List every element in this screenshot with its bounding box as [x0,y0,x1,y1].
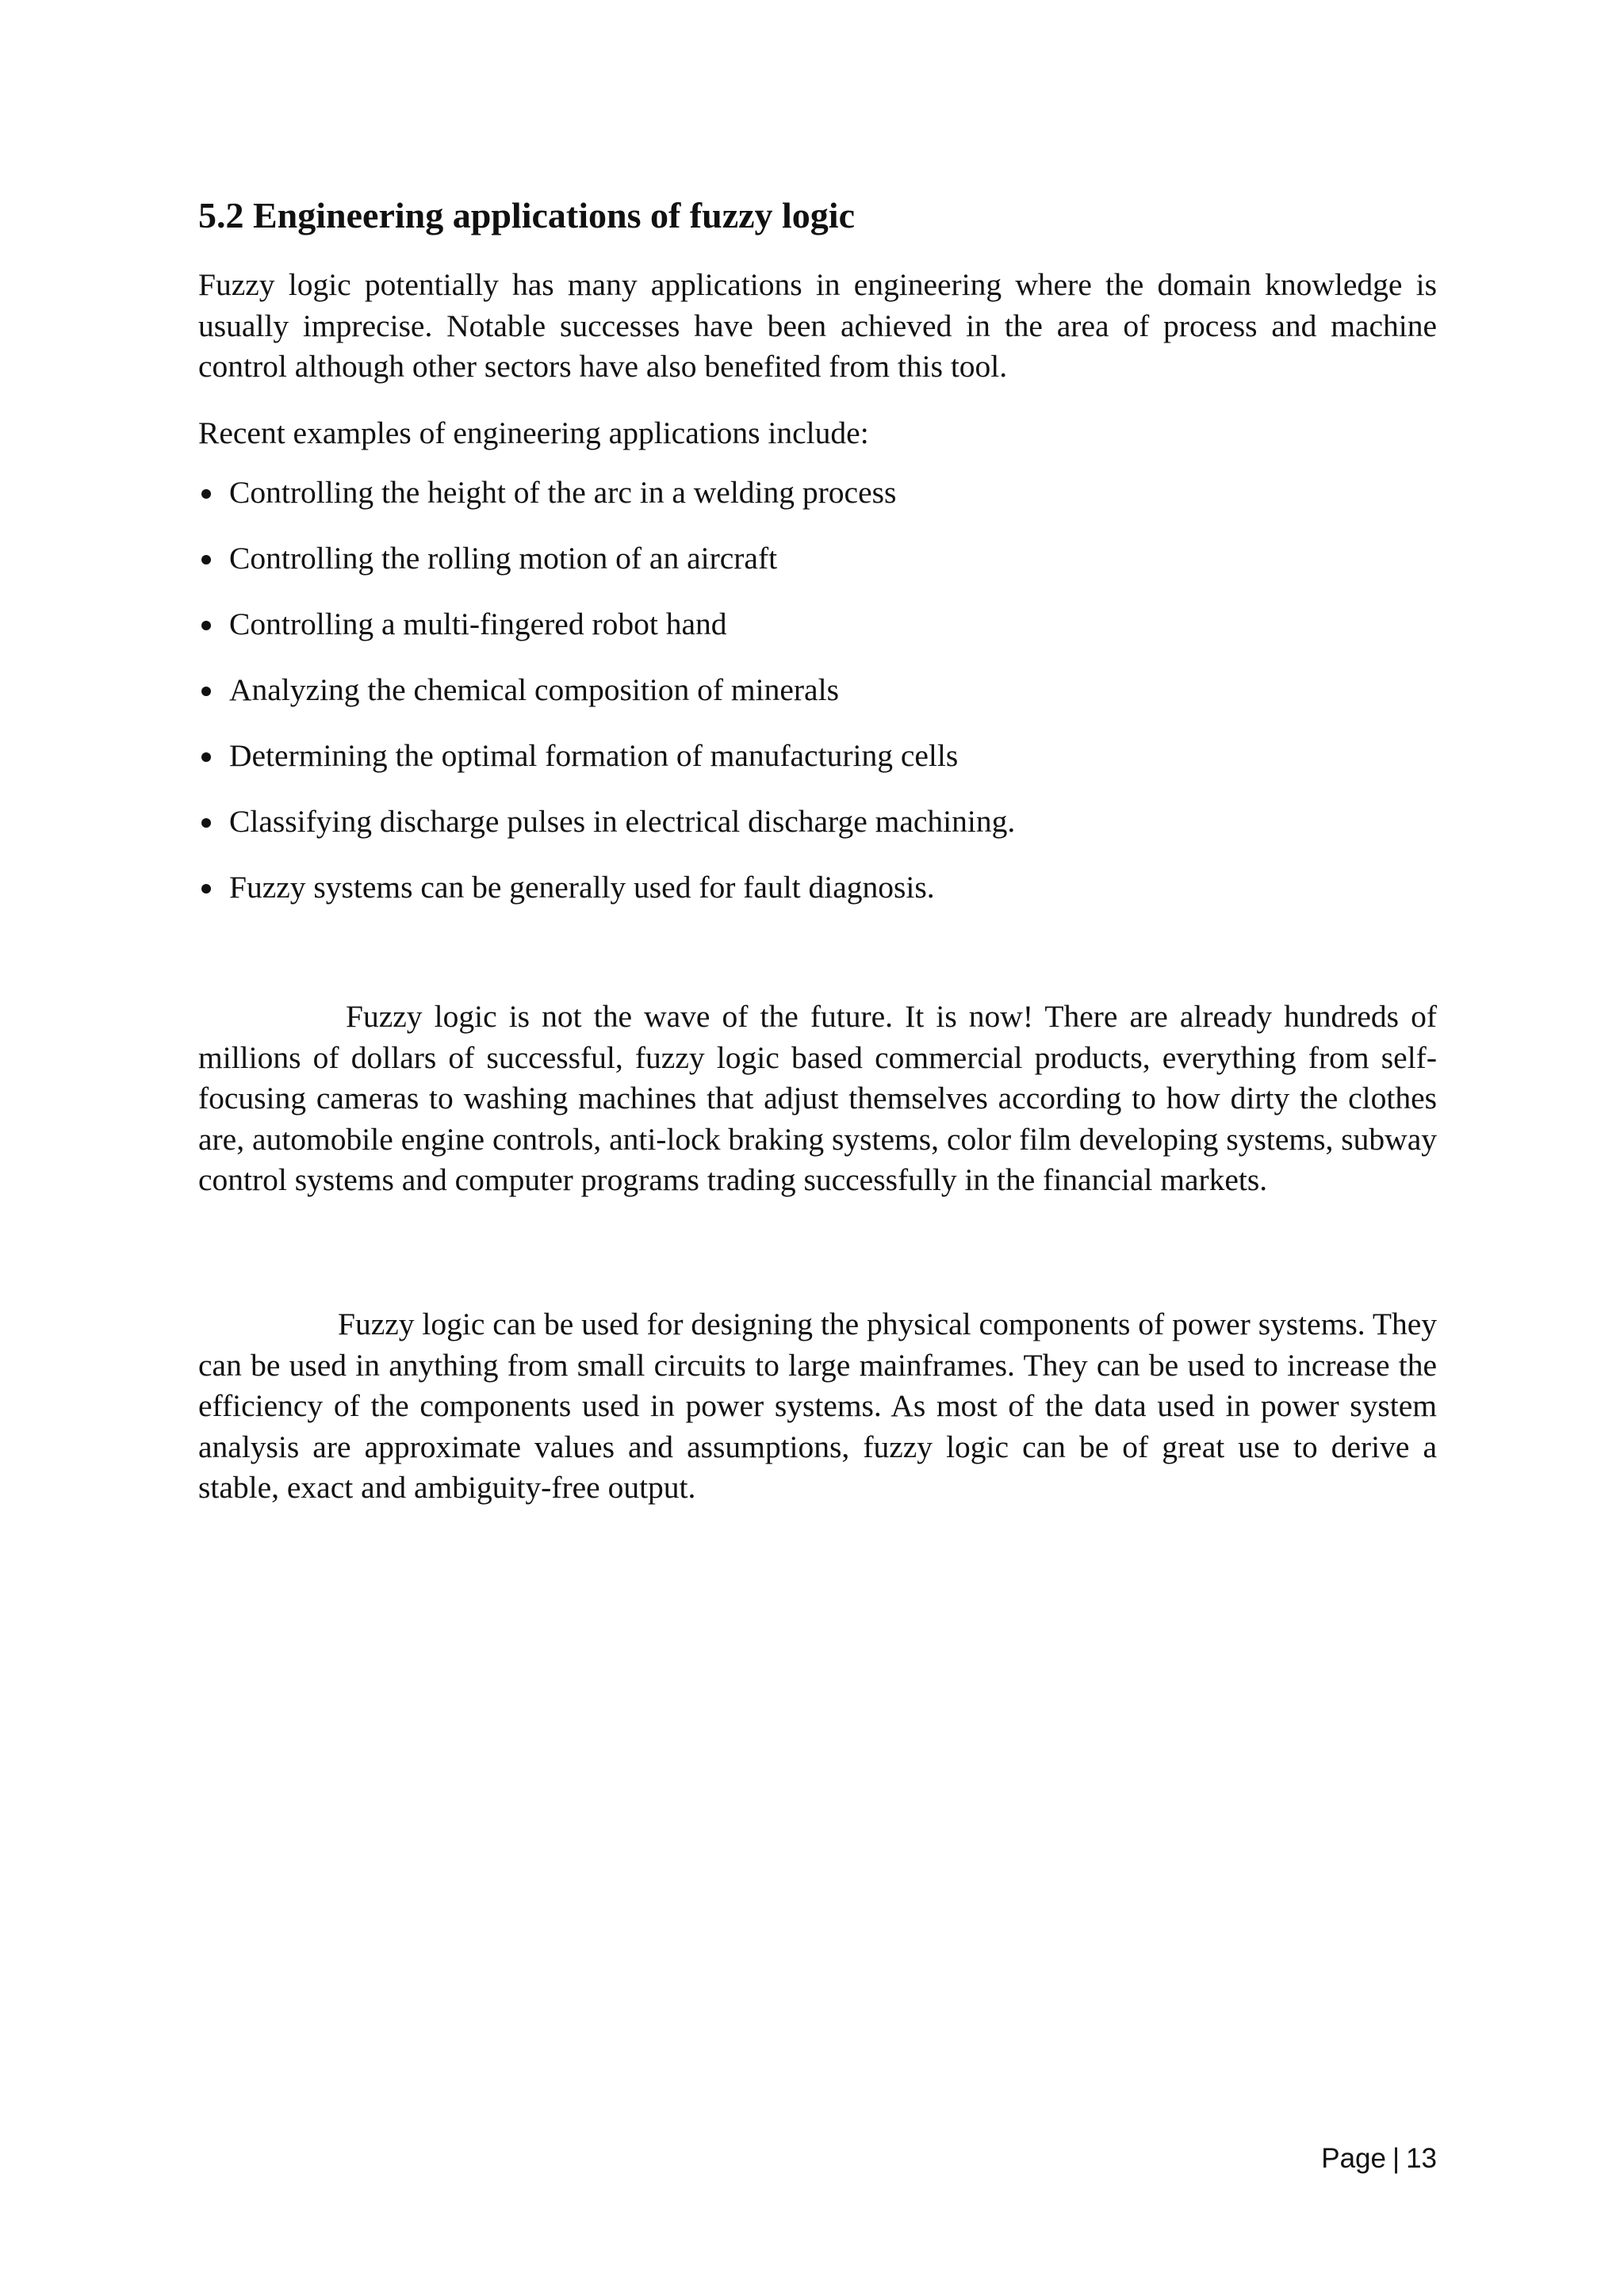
intro-paragraph: Fuzzy logic potentially has many applications in engineering where the domain knowledge is usually imprecise. Notable successes have been achieved in the area of process and machine control although other sectors have also benefited from this tool. [198,267,1437,384]
list-item-text: Controlling a multi-fingered robot hand [229,607,727,641]
list-item-text: Analyzing the chemical composition of minerals [229,672,839,707]
bullet-icon [201,555,211,564]
list-item [198,604,1437,670]
list-item [198,473,1437,538]
bullet-icon [201,621,211,630]
list-item-text: Controlling the height of the arc in a welding process [229,475,897,510]
document-page [198,0,1437,2296]
bullet-icon [201,884,211,894]
list-item-text: Determining the optimal formation of manufacturing cells [229,738,959,773]
bullet-icon [201,687,211,696]
list-item [198,670,1437,736]
section-heading: 5.2 Engineering applications of fuzzy logic [198,195,855,235]
list-item-text: Fuzzy systems can be generally used for fault diagnosis. [229,870,935,905]
page-separator: | [1392,2143,1400,2174]
bullet-icon [201,752,211,762]
list-item [198,802,1437,867]
list-item-text: Controlling the rolling motion of an aircraft [229,541,778,576]
list-item-text: Classifying discharge pulses in electrical discharge machining. [229,804,1016,839]
list-item [198,736,1437,802]
page-label: Page [1321,2143,1386,2174]
list-intro-paragraph: Recent examples of engineering applications include: [198,415,869,450]
list-item [198,867,1437,933]
future-paragraph: Fuzzy logic is not the wave of the future. It is now! There are already hundreds of millions of dollars of successful, fuzzy logic based commercial products, everything from self-focusing cameras to washing machines that adjust themselves according to how dirty the clothes are, automobile engine controls, anti-lock braking systems, color film developing systems, subway control systems and computer programs trading successfully in the financial markets. [198,999,1437,1197]
page-footer [1321,2142,1437,2175]
power-systems-paragraph: Fuzzy logic can be used for designing the physical components of power systems. They can be used in anything from small circuits to large mainframes. They can be used to increase the efficiency of the components used in power systems. As most of the data used in power system analysis are approximate values and assumptions, fuzzy logic can be of great use to derive a stable, exact and ambiguity-free output. [198,1307,1437,1505]
bullet-icon [201,489,211,499]
list-item [198,538,1437,604]
page-number: 13 [1406,2143,1437,2174]
applications-list [198,473,1437,933]
bullet-icon [201,818,211,828]
